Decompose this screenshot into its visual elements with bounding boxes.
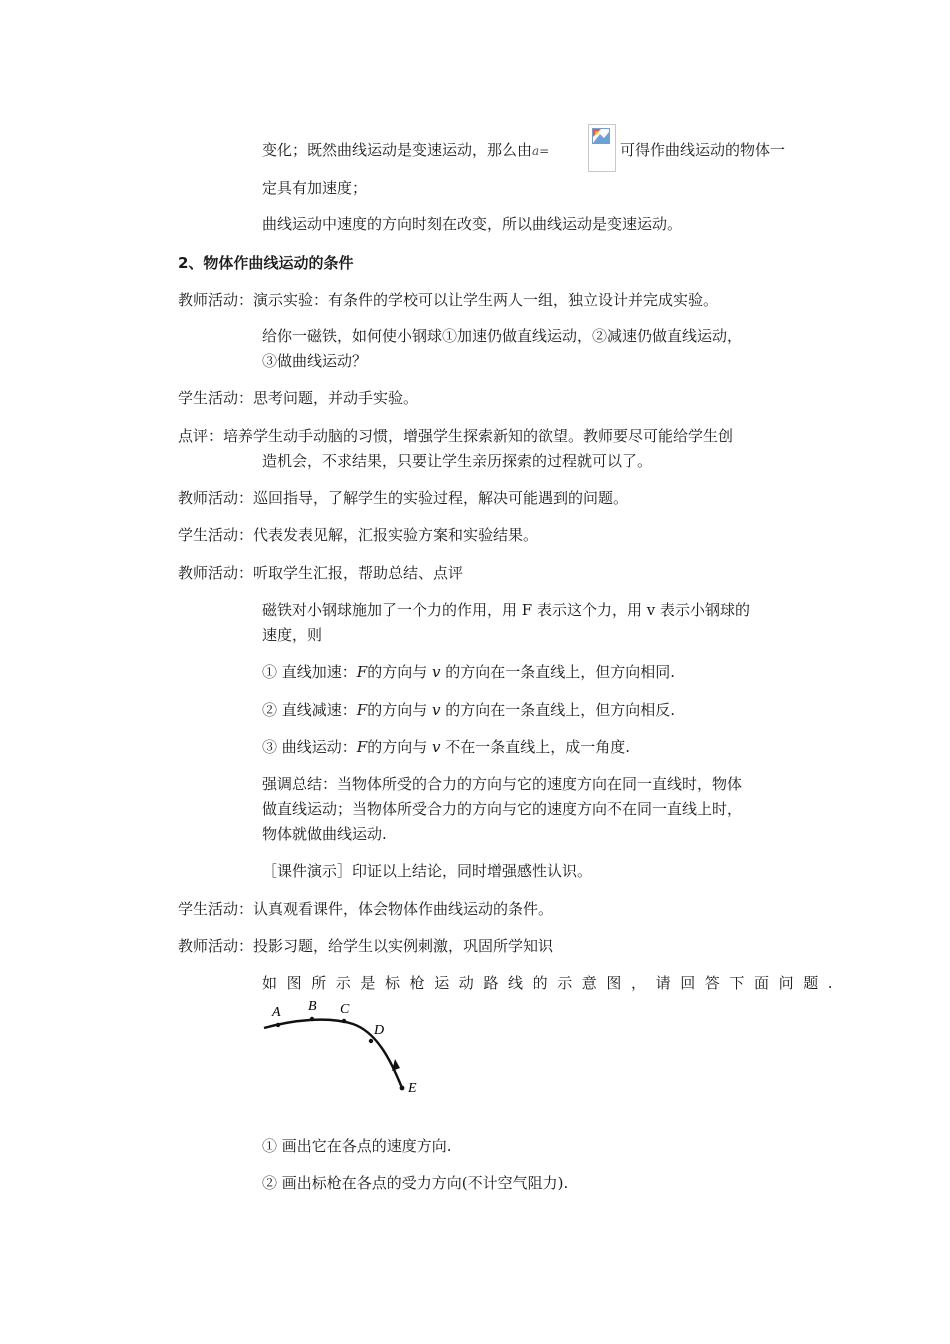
symbol-v: v <box>431 738 441 756</box>
text-line: 教师活动：投影习题，给学生以实例刺激，巩固所学知识 <box>178 937 554 955</box>
text-line: 给你一磁铁，如何使小钢球①加速仍做直线运动，②减速仍做直线运动， <box>262 327 743 345</box>
symbol-F: F <box>356 701 368 719</box>
condition-line-2 <box>262 699 675 721</box>
label-b: B <box>308 999 317 1014</box>
symbol-v: v <box>431 701 441 719</box>
text-line: ［课件演示］印证以上结论，同时增强感性认识。 <box>262 862 593 880</box>
label-c: C <box>340 1002 350 1017</box>
point-c <box>342 1019 346 1023</box>
text-line: 强调总结：当物体所受的合力的方向与它的速度方向在同一直线时，物体 <box>262 775 743 793</box>
text-line: 教师活动：巡回指导，了解学生的实验过程，解决可能遇到的问题。 <box>178 489 629 507</box>
text-line: 定具有加速度； <box>262 179 368 197</box>
text-line <box>262 139 549 162</box>
section-heading: 2、物体作曲线运动的条件 <box>178 254 354 272</box>
label-e: E <box>408 1081 417 1096</box>
text-line: 可得作曲线运动的物体一 <box>620 141 786 159</box>
text-segment: 的方向与 <box>367 738 432 756</box>
formula-a: a= <box>532 144 550 158</box>
label-d: D <box>374 1023 385 1038</box>
text-line: 点评：培养学生动手动脑的习惯，增强学生探索新知的欲望。教师要尽可能给学生创 <box>178 427 734 445</box>
text-line: 学生活动：代表发表见解，汇报实验方案和实验结果。 <box>178 526 539 544</box>
text-segment: ② 直线减速： <box>262 701 357 719</box>
arrowhead-icon <box>392 1059 400 1071</box>
text-segment: 的方向在一条直线上，但方向相反. <box>440 701 676 719</box>
text-line: 教师活动：听取学生汇报，帮助总结、点评 <box>178 564 464 582</box>
text-line: ② 画出标枪在各点的受力方向(不计空气阻力). <box>262 1174 569 1192</box>
label-a: A <box>272 1005 281 1020</box>
formula-image <box>588 124 616 172</box>
text-line: 做直线运动；当物体所受合力的方向与它的速度方向不在同一直线上时， <box>262 800 743 818</box>
text-segment: 的方向与 <box>367 663 432 681</box>
text-line: 教师活动：演示实验：有条件的学校可以让学生两人一组，独立设计并完成实验。 <box>178 291 719 309</box>
point-e <box>400 1086 405 1091</box>
symbol-F: F <box>356 663 368 681</box>
text-line: 造机会，不求结果，只要让学生亲历探索的过程就可以了。 <box>262 452 653 470</box>
point-d <box>369 1039 373 1043</box>
point-b <box>310 1017 314 1021</box>
text-line: 曲线运动中速度的方向时刻在改变，所以曲线运动是变速运动。 <box>262 215 683 233</box>
text-segment: ① 直线加速： <box>262 663 357 681</box>
text-line: 物体就做曲线运动. <box>262 825 387 843</box>
text-line: 学生活动：认真观看课件，体会物体作曲线运动的条件。 <box>178 900 554 918</box>
symbol-v: v <box>431 663 441 681</box>
condition-line-1 <box>262 661 675 683</box>
text-segment: 变化；既然曲线运动是变速运动，那么由 <box>262 141 533 159</box>
text-line: ① 画出它在各点的速度方向. <box>262 1137 452 1155</box>
text-line: ③做曲线运动？ <box>262 352 368 370</box>
condition-line-3 <box>262 736 630 758</box>
text-line: 如图所示是标枪运动路线的示意图，请回答下面问题. <box>262 974 843 992</box>
symbol-F: F <box>356 738 368 756</box>
text-line: 速度，则 <box>262 626 323 644</box>
text-line: 学生活动：思考问题，并动手实验。 <box>178 389 419 407</box>
point-a <box>276 1023 280 1027</box>
text-segment: 不在一条直线上，成一角度. <box>440 738 631 756</box>
text-segment: 的方向与 <box>367 701 432 719</box>
broken-image-icon <box>592 128 610 144</box>
text-segment: ③ 曲线运动： <box>262 738 357 756</box>
text-line: 磁铁对小钢球施加了一个力的作用，用 F 表示这个力，用 v 表示小钢球的 <box>262 601 750 619</box>
javelin-trajectory-diagram <box>258 998 438 1098</box>
text-segment: 的方向在一条直线上，但方向相同. <box>440 663 676 681</box>
